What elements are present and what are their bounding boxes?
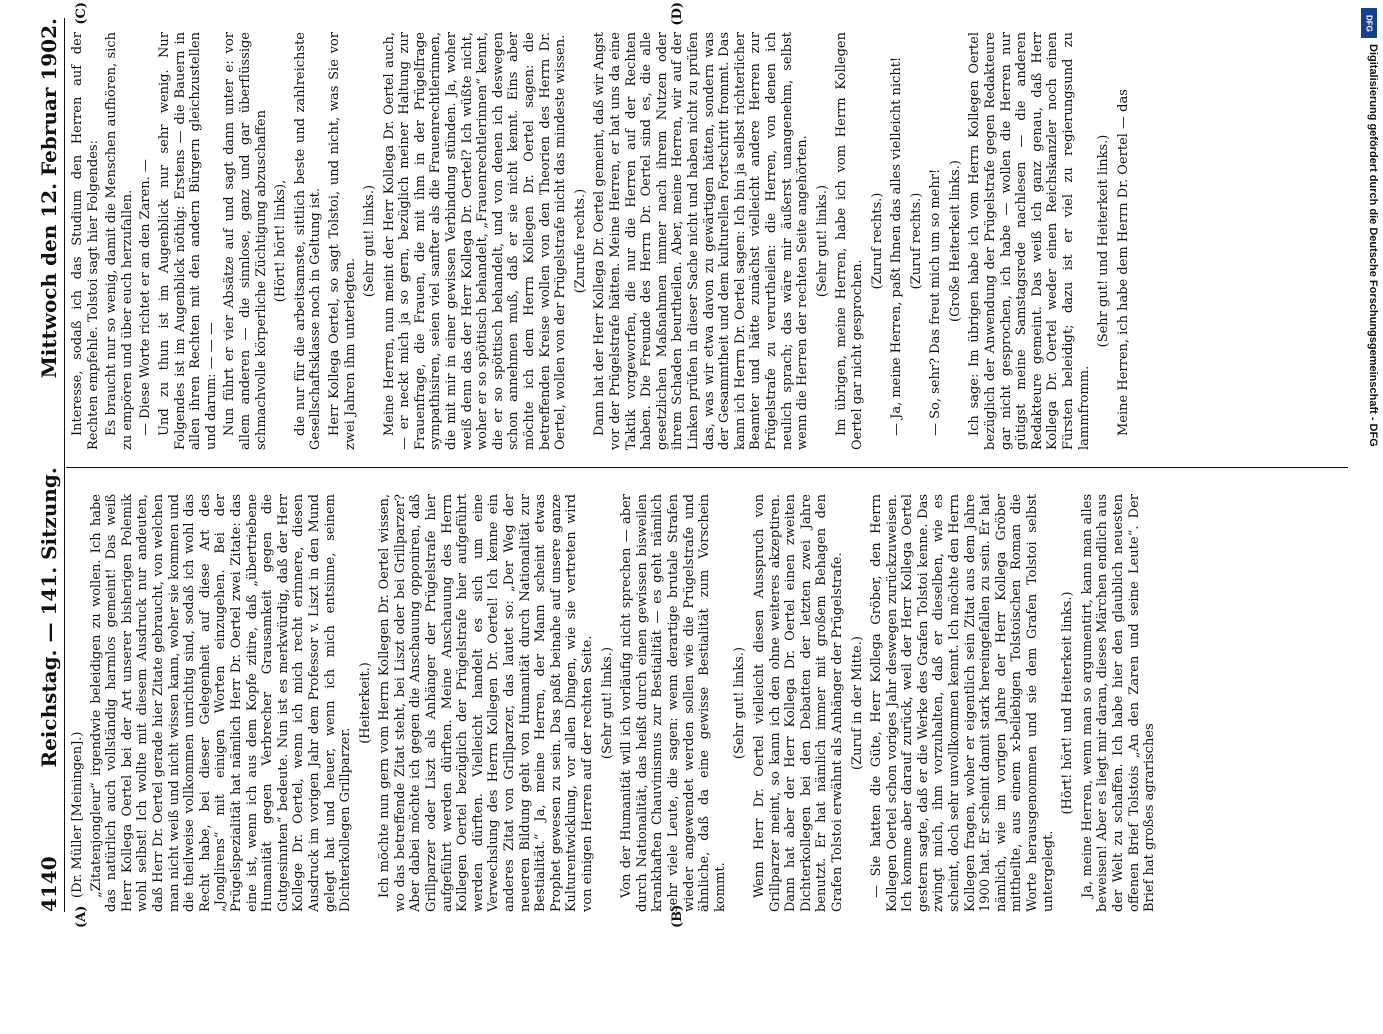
paragraph: Im übrigen, meine Herren, habe ich vom Herrn Kollegen Oertel gar nicht gesprochen.: [834, 32, 865, 450]
paragraph: (Sehr gut! links.): [599, 646, 615, 760]
paragraph: Wenn Herr Dr. Oertel vielleicht diesen Ausspruch von Grillparzer meint, so kann ich den ohne weiteres akzeptiren. Dann hat aber der Herr Kollega Dr. Oertel einen zweiten Dichterkollegen bei den Debatten der letzten zwei Jahre benutzt. Er hat nämlich immer mit großem Behagen den Grafen Tolstoi erwähnt als Anhänger der Prügelstrafe.: [751, 494, 845, 912]
session-date: Mittwoch den 12. Februar 1902.: [37, 18, 61, 379]
side-note: [1357, 44, 1379, 1034]
paragraph: Herr Kollega Oertel, so sagt Tolstoi, und nicht, was Sie vor zwei Jahren ihm unterlegten.: [326, 32, 358, 450]
paragraph: Ich sage: Im übrigen habe ich vom Herrn Kollegen Oertel bezüglich der Anwendung der Prügelstrafe gegen Redakteure gar nicht gesprochen, ich habe — wollen die Herren nur gütigst meine Samstagsrede nachlesen — die anderen Redakteure gemeint. Das weiß ich ganz genau, daß Herr Kollega Dr. Oertel weder einen Reichskanzler noch einen Fürsten beleidigt; dazu ist er viel zu regierungsund zu lammfromm.: [967, 32, 1092, 450]
page-header: [34, 18, 65, 912]
paragraph: Und zu thun ist im Augenblick nur sehr wenig. Nur Folgendes ist im Augenblick nöthig: Erstens — die Bauern in allen ihren Rechten mit den andern Bürgern gleichzustellen und darum: — — —: [156, 32, 219, 450]
paragraph: (Sehr gut! links.): [362, 184, 378, 298]
side-note-text: Digitalisierung gefördert durch die Deutsche Forschungsgemeinschaft - DFG: [1367, 44, 1379, 447]
dfg-logo: DFG: [1361, 8, 1377, 38]
paragraph: — So, sehr? Das freut mich um so mehr!: [928, 168, 944, 436]
paragraph: Ich möchte nun gern vom Herrn Kollegen Dr. Oertel wissen, wo das betreffende Zitat steht, bei Liszt oder bei Grillparzer? Aber dabei möchte ich gegen die Anschauung opponiren, daß Grillparzer oder Liszt als Anhänger der Prügelstrafe hier aufgeführt werden dürften. Meine Anschauung des Herrn Kollegen Oertel bezüglich der Prügelstrafe hier aufgeführt werden dürften. Vielleicht handelt es sich um eine Verwechslung des Herrn Kollegen Dr. Oertel! Ich kenne ein anderes Zitat von Grillparzer, das lautet so: „Der Weg der neueren Bildung geht von Humanität durch Nationalität zur Bestialität.“ Ja, meine Herren, der Mann scheint etwas Prophet gewesen zu sein. Das paßt beinahe auf unsere ganze Kulturentwicklung, vor allen Dingen, wie sie vertreten wird von einigen Herren auf der rechten Seite.: [377, 494, 595, 912]
paragraph: (Große Heiterkeit links.): [947, 160, 963, 322]
session-title: Reichstag. — 141. Sitzung.: [37, 467, 61, 768]
sheet-content: [30, 0, 1360, 930]
paragraph: (Dr. Müller [Meiningen].): [70, 731, 85, 898]
paragraph: die nur für die arbeitsamste, sittlich beste und zahlreichste Gesellschaftsklasse noch in Geltung ist.: [292, 32, 324, 450]
paragraph: (Heiterkeit.): [357, 662, 373, 744]
paragraph: (Zuruf in der Mitte.): [849, 636, 865, 770]
paragraph: (Zuruf rechts.): [908, 192, 924, 290]
paragraph: Interesse, sodaß ich das Studium den Herren auf der Rechten empfehle. Tolstoi sagt hier Folgendes:: [70, 32, 101, 450]
rotated-sheet: [30, 0, 1360, 930]
margin-mark-d: (D): [670, 2, 685, 26]
page-number: 4140: [37, 856, 61, 912]
paragraph: (Sehr gut! links.): [814, 184, 830, 298]
margin-mark-a: (A): [74, 905, 89, 928]
left-column: [70, 494, 1350, 912]
column-divider: [66, 467, 1348, 468]
paragraph: (Zurufe rechts.): [572, 188, 588, 294]
paragraph: — Diese Worte richtet er an den Zaren. —: [138, 159, 154, 436]
paragraph: Ja, meine Herren, wenn man so argumentirt, kann man alles beweisen! Aber es liegt mir daran, dieses Märchen endlich aus der Welt zu schaffen. Ich habe hier den glaublich neuesten offenen Brief Tolstois „An den Zaren und seine Leute“. Der Brief hat großes agrarisches: [1079, 494, 1158, 912]
paragraph: Nun führt er vier Absätze auf und sagt dann unter e: vor allem anderen — die sinnlose, ganz und gar überflüssige schmachvolle körperliche Züchtigung abzuschaffen: [222, 32, 269, 450]
right-column: [70, 32, 1350, 450]
paragraph: (Zuruf rechts.): [869, 192, 885, 290]
margin-mark-c: (C): [74, 2, 89, 25]
paragraph: (Sehr gut! links.): [732, 646, 748, 760]
paragraph: (Sehr gut! und Heiterkeit links.): [1096, 134, 1112, 348]
paragraph: (Hört! hört! links),: [273, 179, 289, 303]
paragraph: — Ja, meine Herren, paßt Ihnen das alles vielleicht nicht!: [889, 56, 905, 436]
paragraph: — Sie hatten die Güte, Herr Kollega Gröber, den Herrn Kollegen Oertel schon voriges Jahr deswegen zurückzuweisen. Ich komme aber darauf zurück, weil der Herr Kollega Oertel gestern sagte, daß er die Werke des Grafen Tolstoi kenne. Das zwingt mich, ihm vorzuhalten, daß er dieselben, wie es scheint, doch sehr unvollkommen kennt. Ich möchte den Herrn Kollegen fragen, woher er eigentlich sein Zitat aus dem Jahre 1900 hat. Er scheint damit stark hereingefallen zu sein. Er hat nämlich, wie im vorigen Jahre der Herr Kollega Gröber mittheilte, aus einem x-beliebigen Tolstoischen Roman die Worte herausgenommen und sie dem Grafen Tolstoi selbst untergelegt.: [869, 494, 1056, 912]
paragraph: Meine Herren, ich habe dem Herrn Dr. Oertel — das: [1115, 89, 1131, 436]
paragraph: „Zitatenjongleur“ irgendwie beleidigen zu wollen. Ich habe das natürlich auch vollständig harmlos gemeint! Das weiß Herr Kollega Oertel bei der Art unserer bisherigen Polemik wohl selbst! Ich wollte mit diesem Ausdruck nur andeuten, daß Herr Dr. Oertel gerade hier Zitate gebraucht, von welchen man nicht weiß und nicht wissen kann, woher sie kommen und die theilweise vollkommen unrichtig sind, sodaß ich wohl das Recht habe, bei dieser Gelegenheit auf diese Art des „Jonglirens“ mit einigen Worten einzugehen. Bei der Prügelspezialität hat nämlich Herr Dr. Oertel zwei Zitate: das eine ist, wenn ich aus dem Kopfe zitire, daß „übertriebene Humanität gegen Verbrecher Grausamkeit gegen die Gutgesinnten“ bedeute. Nun ist es merkwürdig, daß der Herr Kollege Dr. Oertel, wenn ich mich recht erinnere, diesen Ausdruck im vorigen Jahr dem Professor v. Liszt in den Mund gelegt hat und heuer, wenn ich mich entsinne, seinem Dichterkollegen Grillparzer.: [88, 494, 354, 912]
paragraph: Dann hat der Herr Kollega Dr. Oertel gemeint, daß wir Angst vor der Prügelstrafe hätten. Meine Herren, er hat uns da eine Taktik vorgeworfen, die nur die Herren auf der Rechten haben. Die Freunde des Herrn Dr. Oertel sind es, die alle gesetzlichen Maßnahmen immer nach ihrem Nutzen oder ihrem Schaden beurtheilen. Aber, meine Herren, wir auf der Linken prüfen in dieser Sache nicht und haben nicht zu prüfen das, was wir etwa davon zu gewärtigen hätten, sondern was der Gesammtheit und dem kulturellen Fortschritt frommt. Das kann ich Herrn Dr. Oertel sagen: Ich bin ja selbst richterlicher Beamter und hätte zunächst vielleicht andere Herren zur Prügelstrafe zu verurtheilen: die Herren, von denen ich neulich sprach; das wäre mir äußerst unangenehm, selbst wenn die Herren der rechten Seite angehörten.: [592, 32, 811, 450]
paragraph: Es braucht nur so wenig, damit die Menschen aufhören, sich zu empören und über euch herzufallen.: [104, 32, 135, 450]
paragraph: Von der Humanität will ich vorläufig nicht sprechen — aber durch Nationalität, das heißt durch einen gewissen bisweilen krankhaften Chauvinismus zur Bestialität — es geht nämlich sehr viele Leute, die sagen: wenn derartige brutale Strafen wieder angewendet werden sollen wie die Prügelstrafe und ähnliche, daß da eine gewisse Bestialität zum Vorschein kommt.: [619, 494, 728, 912]
paragraph: Meine Herren, nun meint der Herr Kollega Dr. Oertel auch, — er neckt mich ja so gern, bezüglich meiner Haltung zur Frauenfrage, die Frauen, die mit ihm in der Prügelfrage sympathisiren, seien viel sanfter als die Frauenrechtlerinnen, die mit mir in einer gewissen Verbindung stünden. Ja, woher weiß denn das der Herr Kollega Dr. Oertel? Ich wüßte nicht, woher er so spöttisch behandelt, „Frauenrechtlerinnen“ kennt, die er so spöttisch behandelt, und von denen ich deswegen schon annehmen muß, daß er sie nicht kennt. Eins aber möchte ich dem Herrn Kollegen Dr. Oertel sagen: die betreffenden Kreise wollen von den Theorien des Herrn Dr. Oertel, wollen von der Prügelstrafe nicht das mindeste wissen.: [381, 32, 569, 450]
margin-mark-b: (B): [670, 904, 685, 928]
paragraph: (Hört! hört! und Heiterkeit links.): [1060, 591, 1076, 815]
